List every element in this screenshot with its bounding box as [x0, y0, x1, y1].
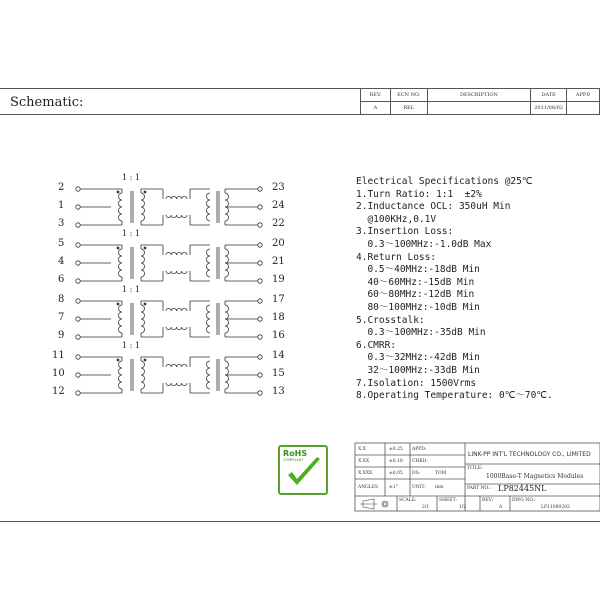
- pin-label-left: 6: [58, 274, 65, 285]
- pin-label-right: 21: [272, 256, 285, 267]
- scale-label: SCALE:: [399, 498, 417, 503]
- title-block: [355, 443, 600, 511]
- ecn-value: REL: [390, 102, 427, 115]
- pin-label-right: 20: [272, 238, 285, 249]
- rohs-logo: [278, 445, 328, 495]
- pin-label-left: 7: [58, 312, 65, 323]
- dwg-value: LP11080202: [541, 505, 570, 510]
- rev-block-value: A: [499, 505, 503, 510]
- pin-label-left: 5: [58, 238, 65, 249]
- spec-line: 0.3～100MHz:-1.0dB Max: [356, 238, 492, 250]
- pin-label-left: 10: [52, 368, 65, 379]
- spec-line: 0.5～40MHz:-18dB Min: [356, 264, 480, 276]
- pin-label-right: 14: [272, 350, 285, 361]
- spec-line: @100KHz,0.1V: [356, 213, 437, 225]
- tol-xx-label: X.X: [358, 447, 366, 452]
- spec-line: 80～100MHz:-10dB Min: [356, 301, 480, 313]
- unit-value: mm: [435, 485, 444, 490]
- revision-table-row: [361, 102, 600, 115]
- spec-line: 2.Inductance OCL: 350uH Min: [356, 201, 511, 213]
- part-number: LP82445NL: [498, 484, 547, 493]
- spec-heading: Electrical Specifications @25℃: [356, 176, 533, 187]
- pin-label-left: 1: [58, 200, 65, 211]
- pin-label-right: 13: [272, 386, 285, 397]
- pin-label-right: 16: [272, 330, 285, 341]
- appd-value: [567, 102, 600, 115]
- pin-label-right: 22: [272, 218, 285, 229]
- spec-line: 60～80MHz:-12dB Min: [356, 289, 475, 301]
- electrical-specifications: [356, 176, 553, 403]
- pin-label-left: 3: [58, 218, 65, 229]
- spec-line: 40～60MHz:-15dB Min: [356, 276, 475, 288]
- checkmark-icon: [280, 447, 326, 493]
- turn-ratio-label: 1 : 1: [122, 341, 140, 350]
- date-header: DATE: [531, 89, 567, 102]
- pin-label-right: 23: [272, 182, 285, 193]
- rev-value: A: [361, 102, 391, 115]
- tol-xxxx-value: ±0.05: [389, 471, 403, 476]
- unit-label: UNIT:: [412, 485, 426, 490]
- tol-xxx-value: ±0.10: [389, 459, 403, 464]
- pin-label-left: 11: [52, 350, 65, 361]
- spec-line: 3.Insertion Loss:: [356, 226, 454, 238]
- pin-label-left: 8: [58, 294, 65, 305]
- page-title: Schematic:: [10, 95, 84, 110]
- spec-line: 5.Crosstalk:: [356, 314, 425, 326]
- tol-xxx-label: X.XX: [358, 459, 370, 464]
- pin-label-right: 15: [272, 368, 285, 379]
- ds-value: TOM: [435, 471, 447, 476]
- appd-label: APPD:: [412, 447, 427, 452]
- tol-xxxx-label: X.XXX: [358, 471, 373, 476]
- rev-header: REV.: [361, 89, 391, 102]
- tol-angles-value: ±1°: [389, 485, 398, 490]
- turn-ratio-label: 1 : 1: [122, 229, 140, 238]
- spec-line: 7.Isolation: 1500Vrms: [356, 377, 477, 389]
- pin-label-right: 19: [272, 274, 285, 285]
- pin-label-right: 18: [272, 312, 285, 323]
- turn-ratio-label: 1 : 1: [122, 285, 140, 294]
- spec-line: 8.Operating Temperature: 0℃～70℃.: [356, 390, 553, 402]
- sheet-value: 1/2: [459, 505, 467, 510]
- spec-line: 32～100MHz:-33dB Min: [356, 364, 480, 376]
- tol-xx-value: ±0.25: [389, 447, 403, 452]
- rev-label: REV:: [482, 498, 493, 503]
- pin-label-left: 2: [58, 182, 65, 193]
- description-value: [427, 102, 531, 115]
- spec-line: 0.3～32MHz:-42dB Min: [356, 352, 480, 364]
- part-label: PART NO.:: [467, 486, 491, 491]
- description-header: DESCRIPTION: [427, 89, 531, 102]
- title-label: TITLE:: [467, 466, 483, 471]
- turn-ratio-label: 1 : 1: [122, 173, 140, 182]
- date-value: 2011/08/02: [531, 102, 567, 115]
- dwg-label: DWG NO.:: [512, 498, 536, 503]
- pin-label-left: 4: [58, 256, 65, 267]
- revision-table-header-row: [361, 89, 600, 102]
- company-name: LINK-PP INT'L TECHNOLOGY CO., LIMITED: [468, 451, 591, 458]
- pin-label-left: 9: [58, 330, 65, 341]
- revision-table: [360, 88, 600, 115]
- spec-line: 1.Turn Ratio: 1:1 ±2%: [356, 188, 482, 200]
- scale-value: 2/1: [422, 505, 430, 510]
- spec-line: 4.Return Loss:: [356, 251, 437, 263]
- ds-label: DS:: [412, 471, 421, 476]
- pin-label-left: 12: [52, 386, 65, 397]
- pin-label-right: 17: [272, 294, 285, 305]
- chkd-label: CHKD:: [412, 459, 428, 464]
- appd-header: APPD: [567, 89, 600, 102]
- tol-angles-label: ANGLES: [358, 485, 379, 490]
- rohs-sublabel: COMPLIANT: [283, 458, 304, 462]
- ecn-header: ECN NO.: [390, 89, 427, 102]
- sheet-label: SHEET:: [439, 498, 457, 503]
- spec-line: 6.CMRR:: [356, 339, 397, 351]
- title-value: 1000Base-T Magnetics Modules: [486, 473, 584, 480]
- spec-line: 0.3～100MHz:-35dB Min: [356, 327, 486, 339]
- pin-label-right: 24: [272, 200, 285, 211]
- rohs-label: RoHS: [283, 449, 308, 458]
